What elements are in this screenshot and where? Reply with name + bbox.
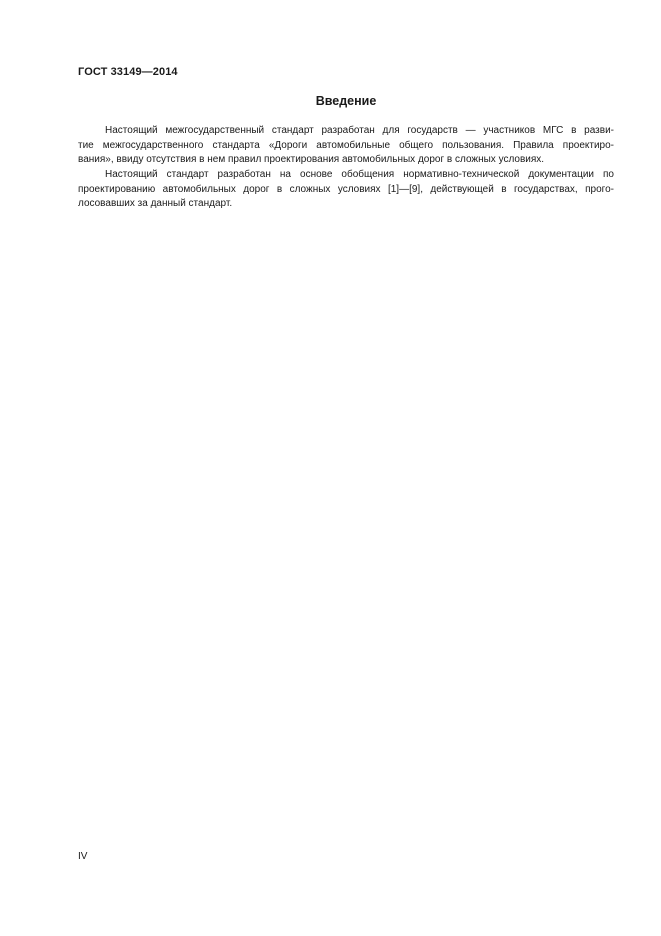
paragraph xyxy=(78,124,614,168)
body-text xyxy=(78,124,614,212)
paragraph xyxy=(78,168,614,212)
paragraph-line: вания», ввиду отсутствия в нем правил проектирования автомобильных дорог в сложных условиях. xyxy=(78,154,545,166)
page-number: IV xyxy=(78,851,88,862)
section-title: Введение xyxy=(315,94,377,108)
document-header: ГОСТ 33149—2014 xyxy=(78,66,178,78)
paragraph-line: Настоящий межгосударственный стандарт разработан для государств — участников МГС в разви- xyxy=(105,125,614,136)
paragraph-line: тие межгосударственного стандарта «Дороги автомобильные общего пользования. Правила проектиро- xyxy=(78,139,614,151)
paragraph-line: Настоящий стандарт разработан на основе обобщения нормативно-технической документации по xyxy=(105,169,614,181)
paragraph-line: проектированию автомобильных дорог в сложных условиях [1]—[9], действующей в государствах, прого- xyxy=(78,183,614,195)
paragraph-line: лосовавших за данный стандарт. xyxy=(78,198,233,210)
